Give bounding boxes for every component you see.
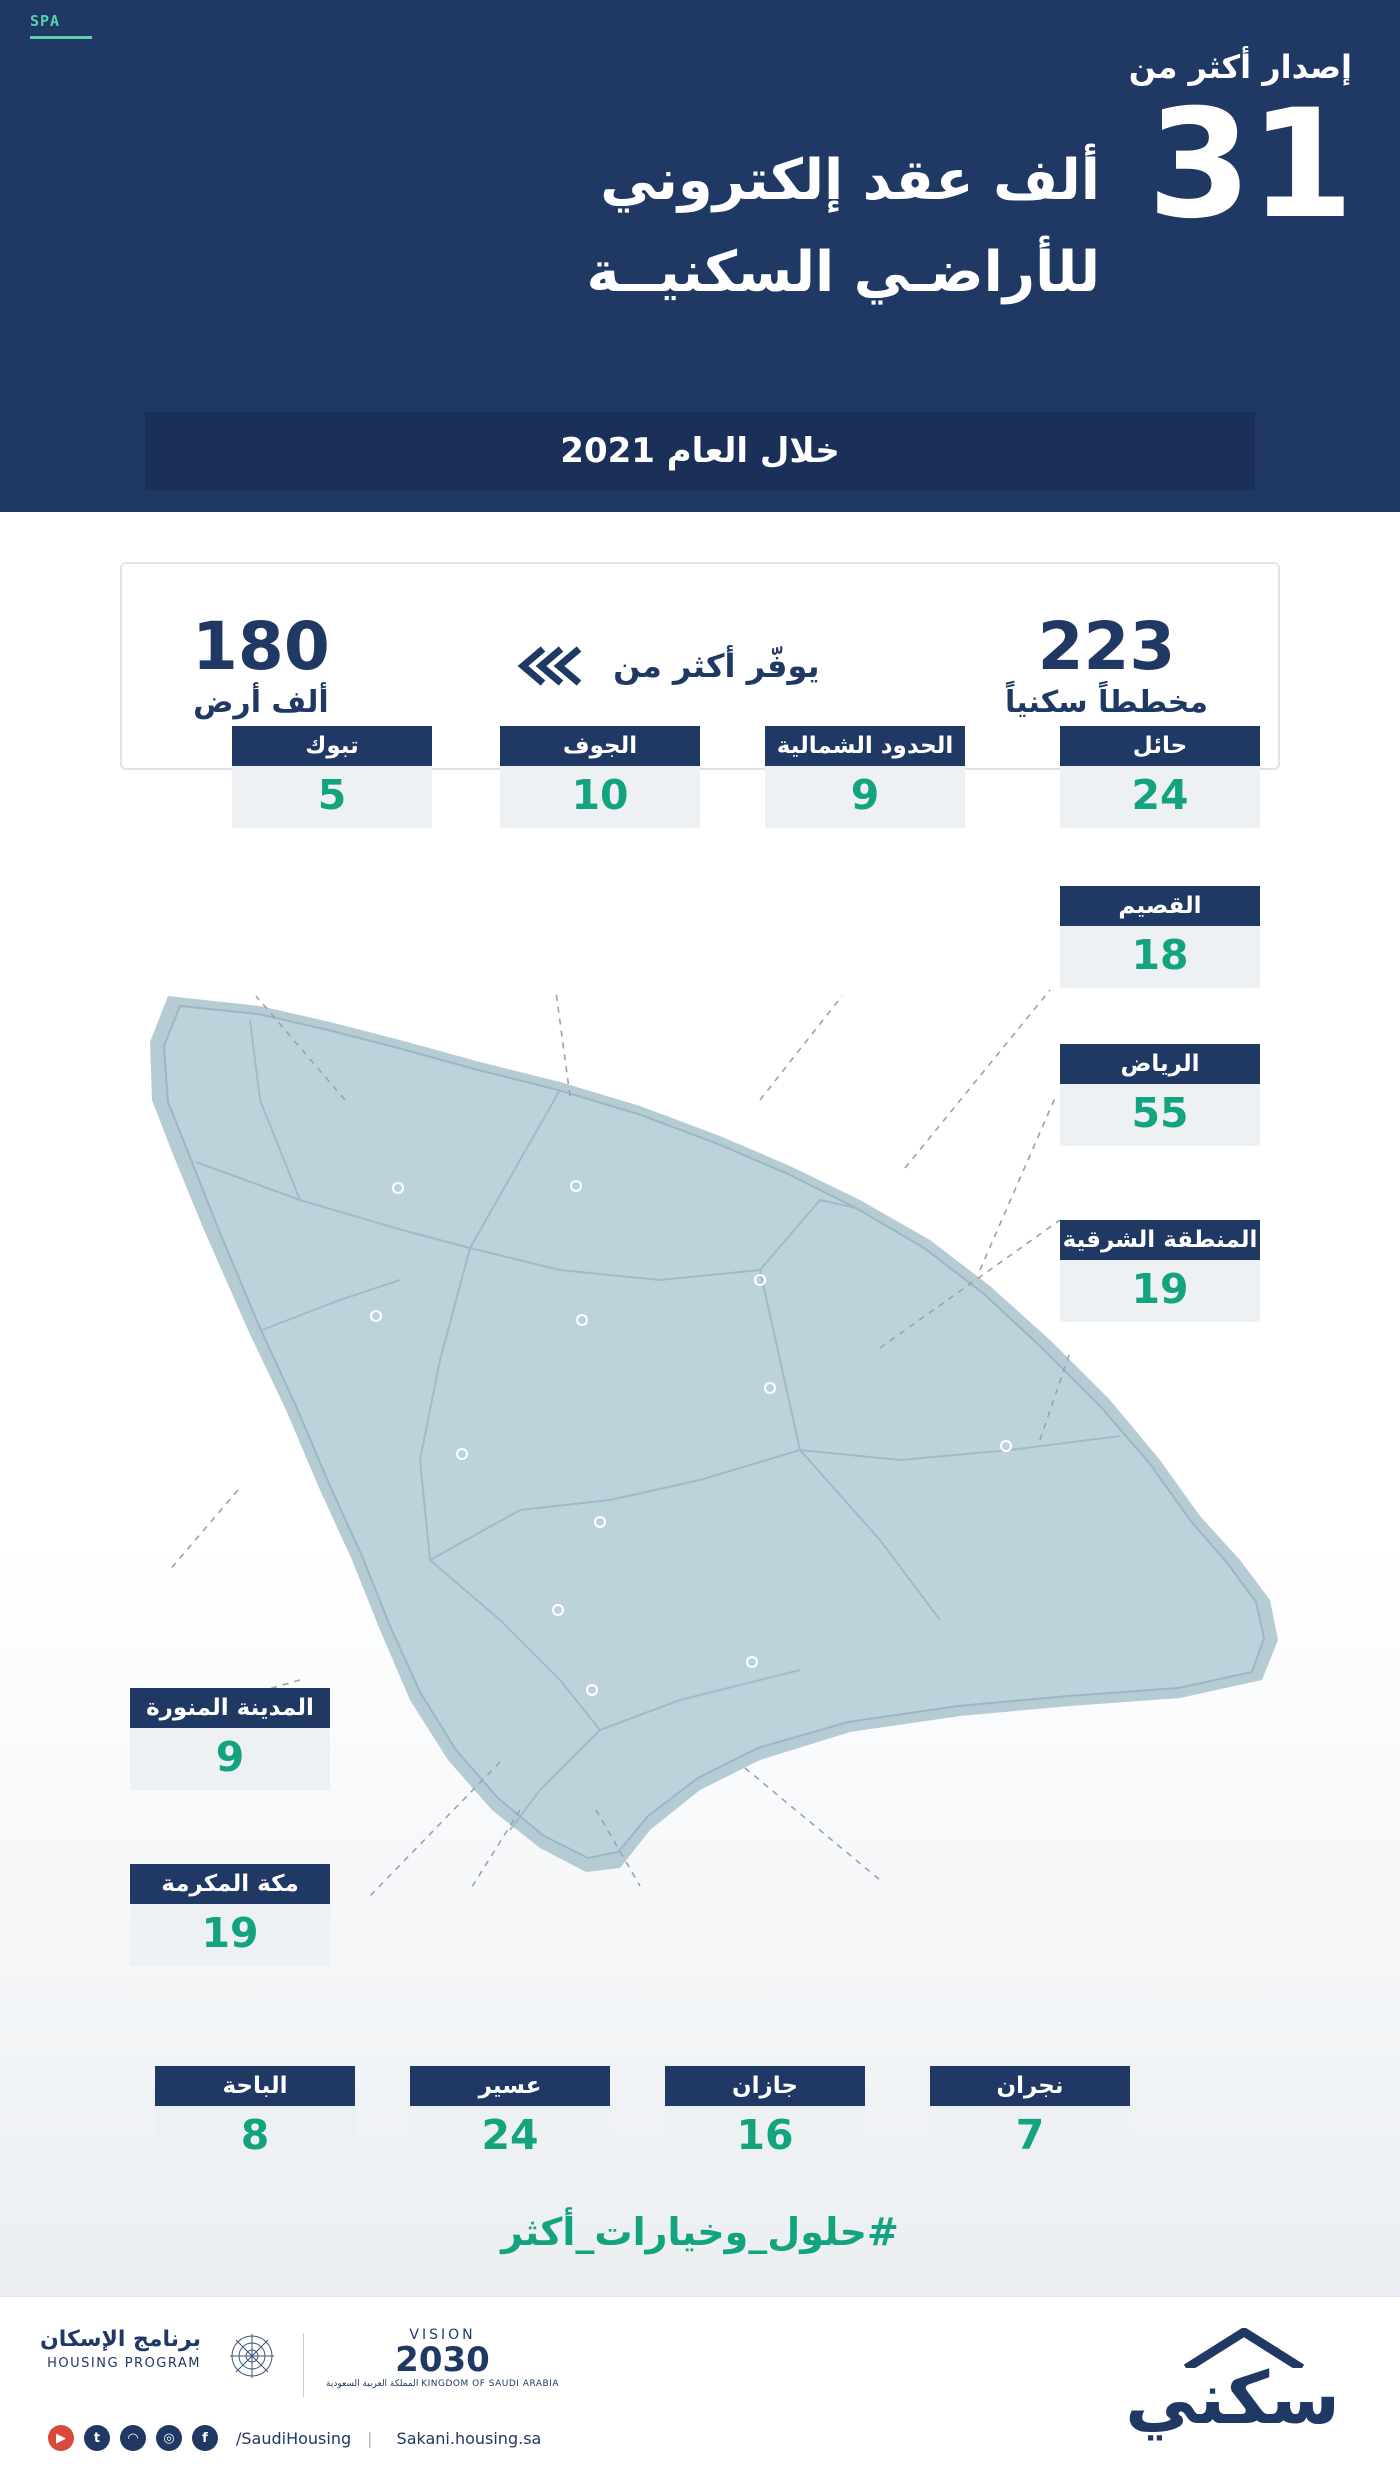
header-subtitle: خلال العام 2021 (560, 431, 840, 471)
twitter-icon[interactable]: t (84, 2425, 110, 2451)
region-value: 19 (1060, 1260, 1260, 1322)
header-eyebrow: إصدار أكثر من (1128, 48, 1352, 86)
region-value: 24 (410, 2106, 610, 2168)
footer-logos (40, 2327, 559, 2397)
region-name: جازان (665, 2066, 865, 2106)
sakani-brand: سكني (1125, 2356, 1340, 2440)
facebook-icon[interactable]: f (192, 2425, 218, 2451)
vision-2030-logo (326, 2327, 559, 2389)
region-name: الحدود الشمالية (765, 726, 965, 766)
hashtag: #حلول_وخيارات_أكثر (501, 2210, 899, 2254)
housing-emblem-icon (223, 2327, 281, 2385)
region-name: حائل (1060, 726, 1260, 766)
region-value: 16 (665, 2106, 865, 2168)
youtube-icon[interactable]: ▶ (48, 2425, 74, 2451)
snapchat-icon[interactable]: ◠ (120, 2425, 146, 2451)
housing-program-name-ar: برنامج الإسكان (40, 2327, 201, 2352)
header-subtitle-bar (145, 412, 1255, 490)
vision-number: 2030 (395, 2340, 490, 2380)
double-chevron-icon (515, 643, 587, 689)
housing-program-name-en: HOUSING PROGRAM (47, 2356, 201, 2372)
map-area (0, 733, 1400, 2160)
region-card-riyadh[interactable] (1060, 1044, 1260, 1146)
region-name: القصيم (1060, 886, 1260, 926)
region-name: المدينة المنورة (130, 1688, 330, 1728)
stat-plans-label: مخططاً سكنياً (1004, 685, 1208, 721)
region-card-tabuk[interactable] (232, 726, 432, 828)
region-name: الجوف (500, 726, 700, 766)
vision-label: VISION (409, 2327, 476, 2343)
region-value: 7 (930, 2106, 1130, 2168)
spa-logo-bar (30, 36, 92, 39)
social-handle[interactable]: /SaudiHousing (236, 2428, 352, 2448)
region-value: 5 (232, 766, 432, 828)
spa-logo-text: SPA (30, 12, 61, 30)
stat-plans-value: 223 (1037, 607, 1176, 685)
header-number: 31 (1147, 78, 1352, 252)
instagram-icon[interactable]: ◎ (156, 2425, 182, 2451)
region-value: 9 (130, 1728, 330, 1790)
footer-divider (303, 2333, 304, 2397)
region-card-madinah[interactable] (130, 1688, 330, 1790)
region-value: 10 (500, 766, 700, 828)
region-card-makkah[interactable] (130, 1864, 330, 1966)
region-value: 55 (1060, 1084, 1260, 1146)
stat-lands (192, 607, 330, 721)
region-name: مكة المكرمة (130, 1864, 330, 1904)
header-banner (0, 0, 1400, 512)
footer (0, 2296, 1400, 2486)
header-line-1: ألف عقد إلكتروني (600, 148, 1100, 213)
region-name: الباحة (155, 2066, 355, 2106)
region-name: الرياض (1060, 1044, 1260, 1084)
region-card-asir[interactable] (410, 2066, 610, 2168)
region-value: 8 (155, 2106, 355, 2168)
region-name: تبوك (232, 726, 432, 766)
stat-connector (515, 643, 819, 689)
region-card-qassim[interactable] (1060, 886, 1260, 988)
region-value: 24 (1060, 766, 1260, 828)
website-url[interactable]: Sakani.housing.sa (396, 2428, 542, 2448)
region-card-eastern-province[interactable] (1060, 1220, 1260, 1322)
header-line-2: للأراضـي السكنيــة (586, 240, 1100, 305)
region-value: 9 (765, 766, 965, 828)
vision-subtitle: المملكة العربية السعودية KINGDOM OF SAUDI ARABIA (326, 2379, 559, 2389)
stat-plans (1004, 607, 1208, 721)
stat-lands-value: 180 (192, 607, 330, 685)
region-card-northern-borders[interactable] (765, 726, 965, 828)
region-card-jazan[interactable] (665, 2066, 865, 2168)
region-card-albaha[interactable] (155, 2066, 355, 2168)
social-separator: | (367, 2428, 373, 2448)
region-name: المنطقة الشرقية (1060, 1220, 1260, 1260)
region-name: نجران (930, 2066, 1130, 2106)
social-row (48, 2425, 541, 2451)
region-card-aljouf[interactable] (500, 726, 700, 828)
stat-connector-text: يوفّر أكثر من (613, 647, 820, 685)
region-value: 19 (130, 1904, 330, 1966)
region-card-najran[interactable] (930, 2066, 1130, 2168)
region-name: عسير (410, 2066, 610, 2106)
spa-logo (30, 14, 100, 72)
region-card-hail[interactable] (1060, 726, 1260, 828)
stat-lands-label: ألف أرض (193, 685, 329, 721)
region-value: 18 (1060, 926, 1260, 988)
housing-program-logo (40, 2327, 201, 2371)
